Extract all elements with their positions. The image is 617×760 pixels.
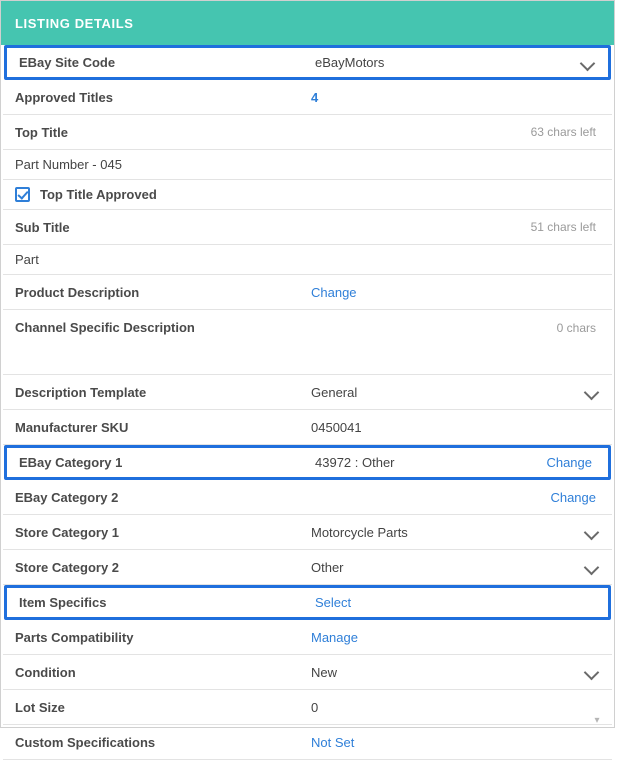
- store-category-1-value: Motorcycle Parts: [311, 524, 408, 540]
- product-description-change-link[interactable]: Change: [311, 284, 357, 300]
- parts-compatibility-manage-link[interactable]: Manage: [311, 629, 358, 645]
- row-parts-compatibility: [3, 620, 612, 655]
- chevron-down-icon[interactable]: [584, 559, 600, 575]
- item-specifics-select-link[interactable]: Select: [315, 595, 352, 610]
- row-item-specifics[interactable]: [4, 585, 611, 620]
- panel-header: [1, 1, 614, 45]
- row-ebay-category-1[interactable]: [4, 445, 611, 480]
- row-store-category-1[interactable]: [3, 515, 612, 550]
- top-title-approved-checkbox[interactable]: [15, 187, 30, 202]
- top-title-text: Part Number - 045: [15, 157, 122, 172]
- top-title-label: Top Title: [15, 124, 68, 140]
- sub-title-input[interactable]: [3, 245, 612, 275]
- page-title: LISTING DETAILS: [15, 15, 134, 31]
- chevron-down-icon[interactable]: [580, 55, 596, 71]
- resize-handle-icon[interactable]: ▾: [594, 715, 600, 726]
- chevron-down-icon[interactable]: [584, 664, 600, 680]
- sub-title-label: Sub Title: [15, 219, 70, 235]
- row-channel-specific-description: [3, 310, 612, 345]
- row-description-template[interactable]: [3, 375, 612, 410]
- ebay-site-code-value: eBayMotors: [315, 55, 385, 70]
- top-title-chars-left: 63 chars left: [530, 125, 596, 139]
- approved-titles-value[interactable]: 4: [311, 89, 319, 105]
- row-approved-titles: [3, 80, 612, 115]
- listing-details-rows: [1, 45, 614, 760]
- item-specifics-label: Item Specifics: [19, 595, 107, 610]
- lot-size-label: Lot Size: [15, 699, 65, 715]
- product-description-label: Product Description: [15, 284, 140, 300]
- approved-titles-label: Approved Titles: [15, 89, 114, 105]
- row-custom-specifications: [3, 725, 612, 760]
- chevron-down-icon[interactable]: [584, 524, 600, 540]
- row-ebay-category-2: [3, 480, 612, 515]
- row-top-title-approved[interactable]: [3, 180, 612, 210]
- row-store-category-2[interactable]: [3, 550, 612, 585]
- row-product-description: [3, 275, 612, 310]
- store-category-2-value: Other: [311, 559, 344, 575]
- row-lot-size: [3, 690, 612, 725]
- parts-compatibility-label: Parts Compatibility: [15, 629, 134, 645]
- chevron-down-icon[interactable]: [584, 384, 600, 400]
- row-top-title: [3, 115, 612, 150]
- row-manufacturer-sku: [3, 410, 612, 445]
- ebay-category-1-label: EBay Category 1: [19, 455, 123, 470]
- description-template-label: Description Template: [15, 384, 147, 400]
- ebay-category-1-value: 43972 : Other: [315, 455, 395, 470]
- channel-specific-description-label: Channel Specific Description: [15, 320, 195, 335]
- custom-specifications-link[interactable]: Not Set: [311, 734, 355, 750]
- manufacturer-sku-label: Manufacturer SKU: [15, 419, 129, 435]
- store-category-2-label: Store Category 2: [15, 559, 120, 575]
- top-title-approved-label: Top Title Approved: [40, 187, 157, 202]
- top-title-input[interactable]: [3, 150, 612, 180]
- condition-value: New: [311, 664, 338, 680]
- manufacturer-sku-value: 0450041: [311, 419, 362, 435]
- ebay-category-2-label: EBay Category 2: [15, 489, 119, 505]
- store-category-1-label: Store Category 1: [15, 524, 120, 540]
- ebay-site-code-label: EBay Site Code: [19, 55, 116, 70]
- ebay-category-1-change-link[interactable]: Change: [546, 455, 592, 470]
- ebay-category-2-change-link[interactable]: Change: [550, 489, 596, 505]
- description-template-value: General: [311, 384, 358, 400]
- sub-title-text: Part: [15, 252, 39, 267]
- custom-specifications-label: Custom Specifications: [15, 734, 156, 750]
- row-ebay-site-code[interactable]: [4, 45, 611, 80]
- sub-title-chars-left: 51 chars left: [530, 220, 596, 234]
- row-sub-title: [3, 210, 612, 245]
- condition-label: Condition: [15, 664, 76, 680]
- channel-specific-description-chars: 0 chars: [556, 320, 596, 335]
- row-condition[interactable]: [3, 655, 612, 690]
- lot-size-value[interactable]: 0: [311, 699, 319, 715]
